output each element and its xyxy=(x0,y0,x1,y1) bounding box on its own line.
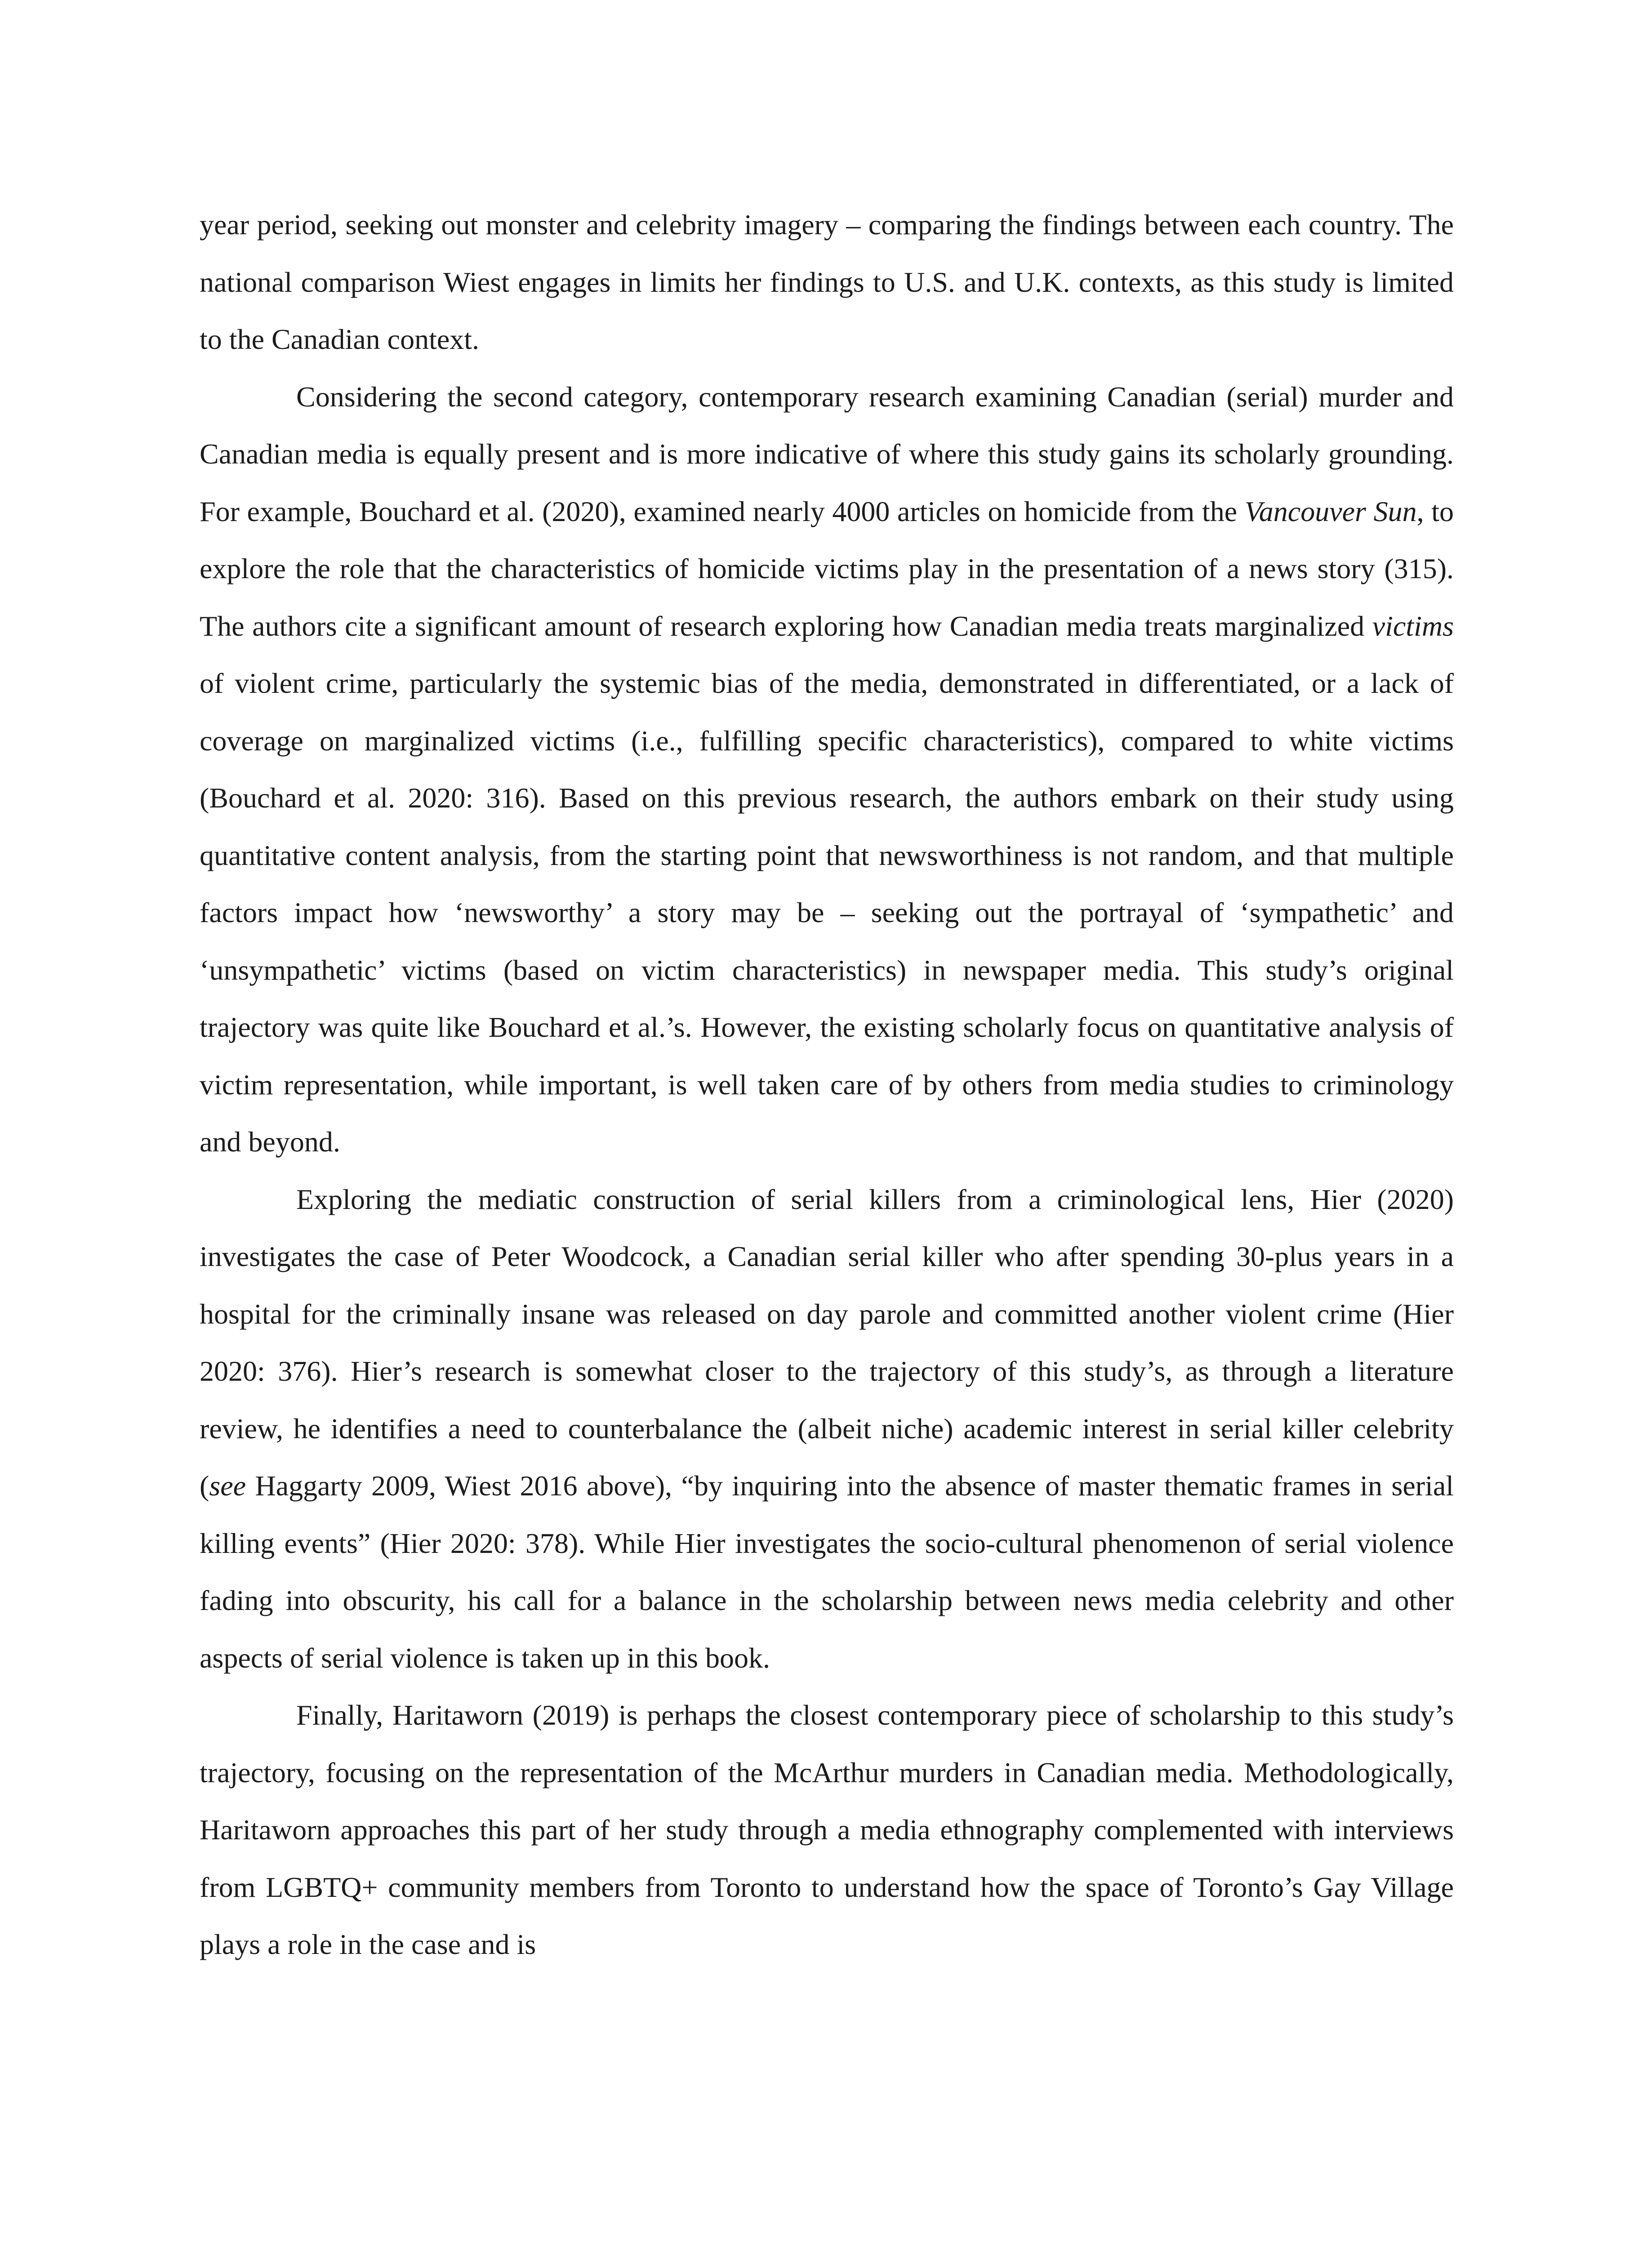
paragraph-p4 xyxy=(200,1686,1454,1973)
italic-text: Vancouver Sun xyxy=(1244,495,1417,527)
paragraph-text: Considering the second category, contemporary research examining Canadian (serial) murder and Canadian media is equally present and is more indicative of where this study gains its scholarly grounding. For example, Bouchard et al. (2020), examined nearly 4000 articles on homicide from the xyxy=(200,380,1454,527)
italic-text: see xyxy=(209,1470,246,1502)
paragraph-text: of violent crime, particularly the systemic bias of the media, demonstrated in differentiated, or a lack of coverage on marginalized victims (i.e., fulfilling specific characteristics), compared to white victims (Bouchard et al. 2020: 316). Based on this previous research, the authors embark on their study using quantitative content analysis, from the starting point that newsworthiness is not random, and that multiple factors impact how ‘newsworthy’ a story may be – seeking out the portrayal of ‘sympathetic’ and ‘unsympathetic’ victims (based on victim characteristics) in newspaper media. This study’s original trajectory was quite like Bouchard et al.’s. However, the existing scholarly focus on quantitative analysis of victim representation, while important, is well taken care of by others from media studies to criminology and beyond. xyxy=(200,667,1454,1158)
body-text xyxy=(200,196,1454,1973)
paragraph-text: year period, seeking out monster and celebrity imagery – comparing the findings between each country. The national comparison Wiest engages in limits her findings to U.S. and U.K. contexts, as this study is limited to the Canadian context. xyxy=(200,209,1454,355)
paragraph-text: Exploring the mediatic construction of serial killers from a criminological lens, Hier (2020) investigates the case of Peter Woodcock, a Canadian serial killer who after spending 30-plus years in a hospital for the criminally insane was released on day parole and committed another violent crime (Hier 2020: 376). Hier’s research is somewhat closer to the trajectory of this study’s, as through a literature review, he identifies a need to counterbalance the (albeit niche) academic interest in serial killer celebrity ( xyxy=(200,1183,1454,1502)
paragraph-text: Haggarty 2009, Wiest 2016 above), “by inquiring into the absence of master thematic frames in serial killing events” (Hier 2020: 378). While Hier investigates the socio-cultural phenomenon of serial violence fading into obscurity, his call for a balance in the scholarship between news media celebrity and other aspects of serial violence is taken up in this book. xyxy=(200,1470,1454,1674)
paragraph-p1 xyxy=(200,196,1454,368)
paragraph-p2 xyxy=(200,368,1454,1171)
paragraph-text: Finally, Haritaworn (2019) is perhaps the closest contemporary piece of scholarship to this study’s trajectory, focusing on the representation of the McArthur murders in Canadian media. Methodologically, Haritaworn approaches this part of her study through a media ethnography complemented with interviews from LGBTQ+ community members from Toronto to understand how the space of Toronto’s Gay Village plays a role in the case and is xyxy=(200,1699,1454,1960)
paragraph-p3 xyxy=(200,1171,1454,1687)
paragraph-text: , to explore the role that the characteristics of homicide victims play in the presentation of a news story (315). The authors cite a significant amount of research exploring how Canadian media treats marginalized xyxy=(200,495,1454,642)
italic-text: victims xyxy=(1372,610,1454,642)
